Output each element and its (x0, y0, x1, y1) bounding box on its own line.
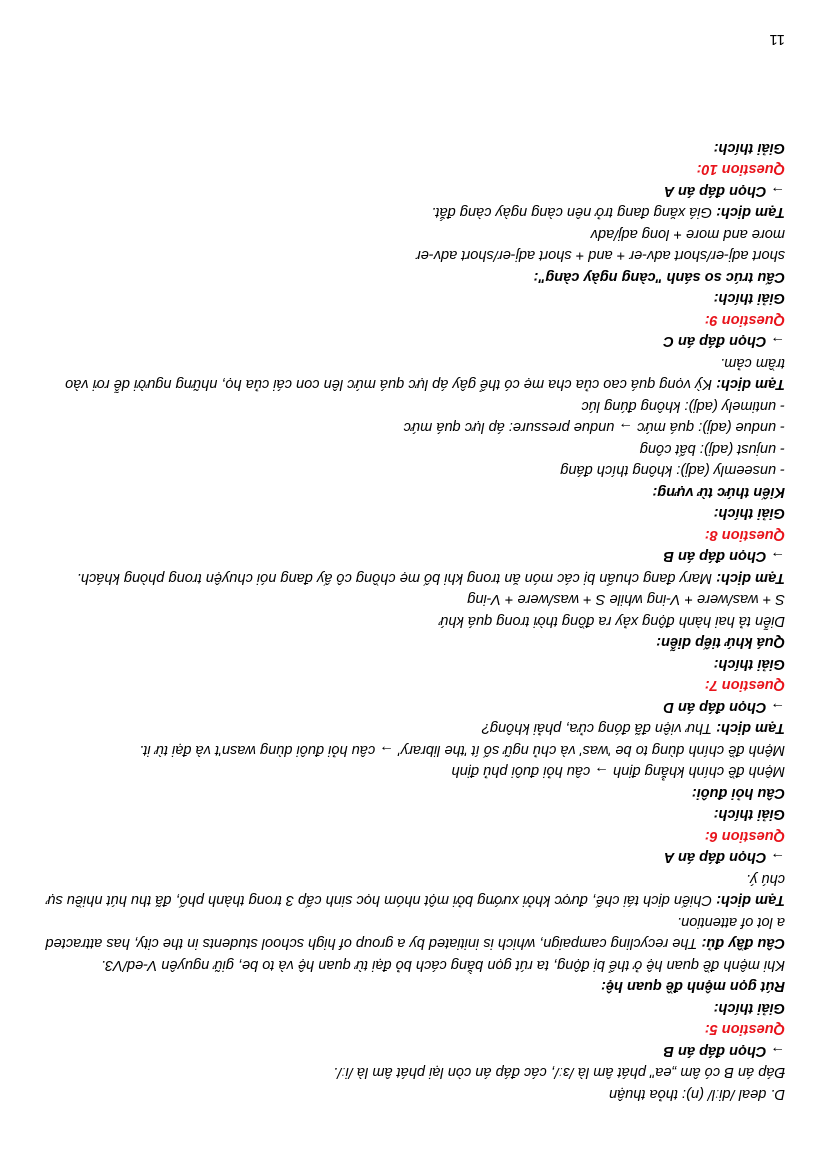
line-text: Rút gọn mệnh đề quan hệ: (600, 978, 785, 995)
text-line (37, 1040, 785, 1062)
line-text: Question 10: (696, 161, 785, 178)
text-line (37, 653, 785, 675)
text-line (37, 223, 785, 245)
text-line (37, 696, 785, 718)
text-line (37, 567, 785, 589)
line-text: Giải thích: (713, 140, 785, 156)
line-text: → Chọn đáp án D (663, 699, 785, 715)
line-text: Giải thích: (713, 806, 785, 823)
text-line (37, 180, 785, 202)
text-line (37, 825, 785, 847)
line-label: Tạm dịch: (716, 376, 785, 393)
line-text: Khi mệnh đề quan hệ ở thể bị động, ta rút gọn bằng cách bỏ đại từ quan hệ và to be, giữ nguyên V-ed/V3. (101, 957, 785, 973)
line-text: Kỳ vọng quá cao của cha mẹ có thể gây áp lực quá mức lên con cái của họ, những người dễ rơi vào trầm cảm. (65, 355, 785, 393)
line-text: → Chọn đáp án B (663, 548, 785, 565)
answer-explanations (37, 137, 785, 1105)
text-line (37, 545, 785, 567)
text-line (37, 782, 785, 804)
text-line (37, 975, 785, 997)
line-text: Giải thích: (713, 656, 785, 672)
text-line (37, 502, 785, 524)
line-text: Question 5: (704, 1021, 785, 1038)
text-line (37, 287, 785, 309)
text-line (37, 1061, 785, 1083)
line-text: Cấu trúc so sánh "càng ngày càng": (533, 269, 785, 285)
text-line (37, 674, 785, 696)
line-text: Giải thích: (713, 1000, 785, 1016)
line-text: Chiến dịch tái chế, được khởi xướng bởi một nhóm học sinh cấp 3 trong thành phố, đã thu hút nhiều sự chú ý. (46, 871, 785, 909)
line-label: Tạm dịch: (716, 204, 785, 221)
text-line (37, 481, 785, 503)
line-text: → Chọn đáp án A (663, 849, 785, 866)
line-text: Question 8: (704, 527, 785, 543)
line-label: Tạm dịch: (716, 720, 785, 737)
text-line (37, 997, 785, 1019)
text-line (37, 846, 785, 868)
line-text: Diễn tả hai hành động xảy ra đồng thời trong quá khứ (439, 613, 785, 629)
line-label: Tạm dịch: (716, 570, 785, 586)
line-text: - unseemly (adj): không thích đáng (560, 462, 785, 479)
text-line (37, 524, 785, 546)
text-line (37, 588, 785, 610)
text-line (37, 395, 785, 417)
line-text: Question 7: (704, 677, 785, 694)
line-text: - untimely (adj): không đúng lúc (581, 398, 785, 414)
line-text: - unjust (adj): bất công (639, 441, 785, 457)
line-text: → Chọn đáp án B (663, 1043, 785, 1059)
text-line (37, 803, 785, 825)
line-text: Mệnh đề chính khẳng định → câu hỏi đuôi phủ định (451, 763, 785, 780)
text-line (37, 954, 785, 976)
text-line (37, 1018, 785, 1040)
text-line (37, 868, 785, 911)
text-line (37, 760, 785, 782)
line-text: Giải thích: (713, 505, 785, 522)
line-text: Câu hỏi đuôi: (691, 785, 785, 801)
line-text: Giá xăng đang trở nên càng ngày càng đắt. (431, 204, 717, 221)
text-line (37, 330, 785, 352)
line-text: - undue (adj): quá mức → undue pressure: áp lực quá mức (403, 419, 785, 436)
line-text: → Chọn đáp án C (663, 333, 785, 350)
line-text: → Chọn đáp án A (663, 183, 785, 199)
line-label: Câu đầy đủ: (701, 935, 785, 952)
line-text: Question 9: (704, 312, 785, 328)
text-line (37, 244, 785, 266)
text-line (37, 459, 785, 481)
line-text: Question 6: (704, 828, 785, 844)
text-line (37, 610, 785, 632)
text-line (37, 137, 785, 159)
text-line (37, 416, 785, 438)
line-text: The recycling campaign, which is initiated by a group of high school students in the city, has attracted a lot of attention. (45, 914, 785, 952)
line-text: short adj-er/short adv-er + and + short adj-er/short adv-er (415, 247, 785, 264)
text-line (37, 717, 785, 739)
text-line (37, 158, 785, 180)
text-line (37, 739, 785, 761)
text-line (37, 352, 785, 395)
line-label: Tạm dịch: (716, 892, 785, 909)
line-text: D. deal /diːl/ (n): thỏa thuận (608, 1086, 785, 1102)
text-line (37, 266, 785, 288)
text-line (37, 911, 785, 954)
text-line (37, 438, 785, 460)
text-line (37, 1083, 785, 1105)
line-text: Giải thích: (713, 290, 785, 307)
page-number: 11 (769, 31, 785, 48)
line-text: Kiến thức từ vựng: (652, 484, 785, 500)
text-line (37, 631, 785, 653)
line-text: S + was/were + V-ing while S + was/were + V-ing (467, 591, 785, 608)
line-text: Mệnh đề chính dùng to be 'was' và chủ ngữ số ít 'the library' → câu hỏi đuôi dùng wasn't và đại từ it. (139, 742, 785, 758)
line-text: more and more + long adj/adv (590, 226, 785, 242)
text-line (37, 309, 785, 331)
line-text: Thư viện đã đóng cửa, phải không? (481, 720, 717, 737)
line-text: Quá khứ tiếp diễn: (656, 634, 785, 651)
line-text: Mary đang chuẩn bị các món ăn trong khi bố mẹ chồng cô ấy đang nói chuyện trong phòng khách. (76, 570, 717, 586)
text-line (37, 201, 785, 223)
line-text: Đáp án B có âm „ea" phát âm là /ɜː/, các đáp án còn lại phát âm là /iː/. (333, 1064, 785, 1081)
